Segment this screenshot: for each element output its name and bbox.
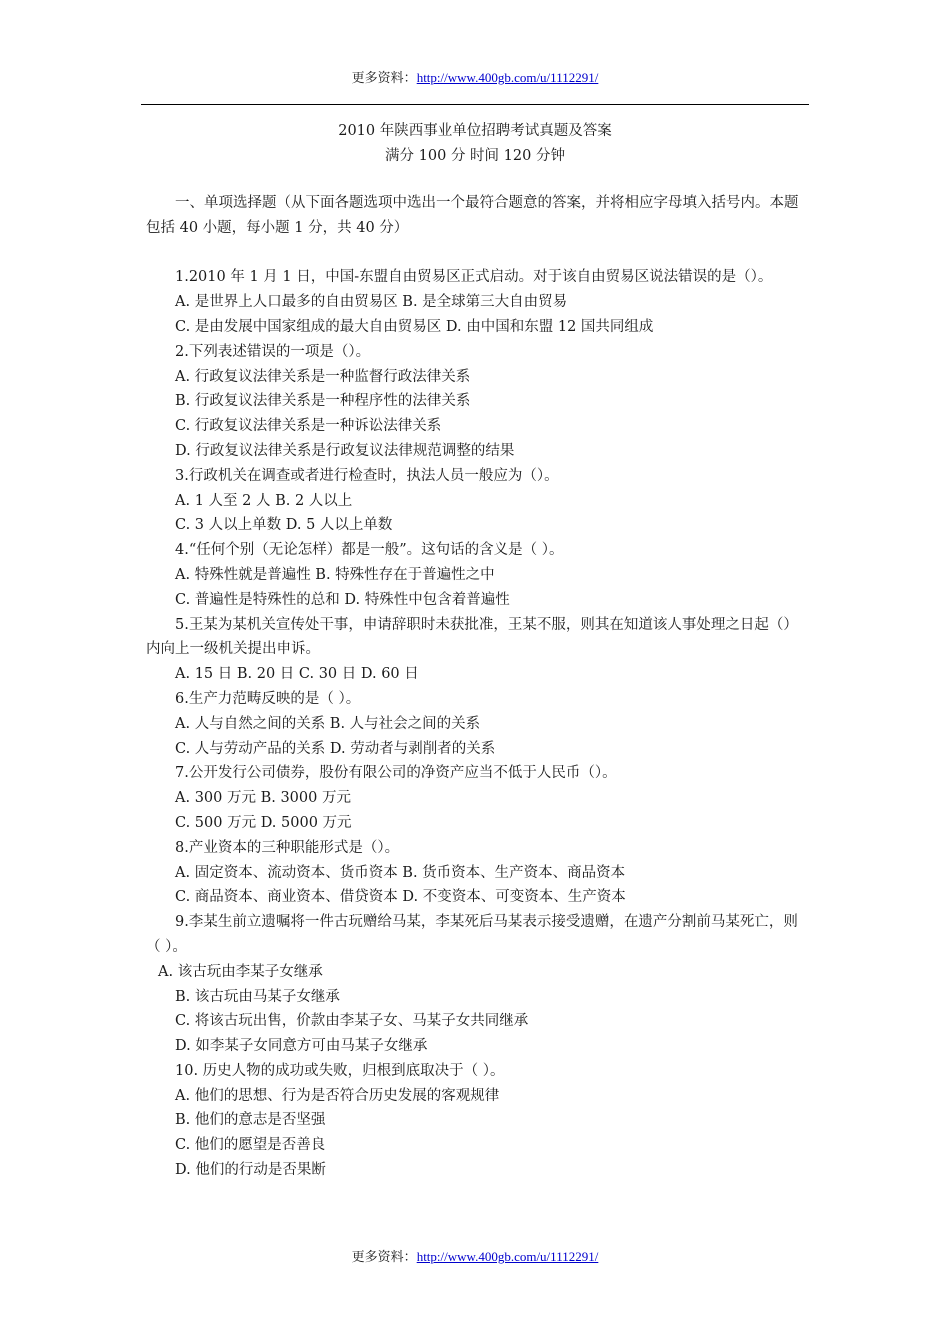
question-1-option: C. 是由发展中国家组成的最大自由贸易区 D. 由中国和东盟 12 国共同组成 [175, 318, 654, 335]
document-body [146, 191, 810, 1183]
question-4-option: C. 普遍性是特殊性的总和 D. 特殊性中包含着普遍性 [175, 591, 510, 608]
question-9-option: C. 将该古玩出售，价款由李某子女、马某子女共同继承 [175, 1013, 529, 1030]
question-10-stem: 10. 历史人物的成功或失败，归根到底取决于（ ）。 [175, 1062, 505, 1079]
question-4-stem: 4.“任何个别（无论怎样）都是一般”。这句话的含义是（ ）。 [175, 542, 564, 559]
section-intro: 一、单项选择题（从下面各题选项中选出一个最符合题意的答案，并将相应字母填入括号内。本题包括 40 小题，每小题 1 分，共 40 分） [146, 195, 799, 236]
question-6-stem: 6.生产力范畴反映的是（ ）。 [175, 690, 361, 707]
question-10-option: A. 他们的思想、行为是否符合历史发展的客观规律 [175, 1087, 500, 1104]
question-10-option: D. 他们的行动是否果断 [175, 1162, 326, 1179]
question-4-option: A. 特殊性就是普遍性 B. 特殊性存在于普遍性之中 [175, 566, 495, 583]
question-9-option: A. 该古玩由李某子女继承 [158, 963, 323, 980]
footer-link[interactable]: http://www.400gb.com/u/1112291/ [416, 1249, 599, 1264]
question-2-option: D. 行政复议法律关系是行政复议法律规范调整的结果 [175, 442, 515, 459]
question-6-option: C. 人与劳动产品的关系 D. 劳动者与剥削者的关系 [175, 740, 496, 757]
question-5-option: A. 15 日 B. 20 日 C. 30 日 D. 60 日 [175, 666, 419, 683]
spacer [146, 241, 810, 266]
question-2-option: A. 行政复议法律关系是一种监督行政法律关系 [175, 368, 471, 385]
question-7-option: A. 300 万元 B. 3000 万元 [175, 790, 351, 807]
question-6-option: A. 人与自然之间的关系 B. 人与社会之间的关系 [175, 715, 481, 732]
question-9-stem: 9.李某生前立遗嘱将一件古玩赠给马某，李某死后马某表示接受遗赠，在遗产分割前马某死亡，则（ ）。 [146, 914, 798, 955]
question-8-option: C. 商品资本、商业资本、借贷资本 D. 不变资本、可变资本、生产资本 [175, 889, 626, 906]
question-8-option: A. 固定资本、流动资本、货币资本 B. 货币资本、生产资本、商品资本 [175, 864, 626, 881]
document-title: 2010 年陕西事业单位招聘考试真题及答案 [338, 123, 612, 139]
question-9-option: D. 如李某子女同意方可由马某子女继承 [175, 1038, 428, 1055]
header-divider [141, 104, 809, 105]
question-2-stem: 2.下列表述错误的一项是（）。 [175, 343, 371, 360]
question-9-option: B. 该古玩由马某子女继承 [175, 988, 340, 1005]
question-3-option: C. 3 人以上单数 D. 5 人以上单数 [175, 517, 393, 534]
page-header [0, 67, 950, 86]
question-7-stem: 7.公开发行公司债券，股份有限公司的净资产应当不低于人民币（）。 [175, 765, 617, 782]
page-footer [0, 1246, 950, 1265]
question-3-stem: 3.行政机关在调查或者进行检查时，执法人员一般应为（）。 [175, 467, 559, 484]
question-1-stem: 1.2010 年 1 月 1 日，中国-东盟自由贸易区正式启动。对于该自由贸易区说法错误的是（）。 [175, 269, 773, 286]
document-subtitle: 满分 100 分 时间 120 分钟 [385, 148, 565, 164]
header-link[interactable]: http://www.400gb.com/u/1112291/ [416, 70, 599, 85]
question-10-option: B. 他们的意志是否坚强 [175, 1112, 326, 1129]
question-1-option: A. 是世界上人口最多的自由贸易区 B. 是全球第三大自由贸易 [175, 294, 568, 311]
question-3-option: A. 1 人至 2 人 B. 2 人以上 [175, 492, 353, 509]
footer-prefix: 更多资料： [351, 1250, 417, 1265]
header-prefix: 更多资料： [351, 71, 417, 86]
question-5-stem: 5.王某为某机关宣传处干事，申请辞职时未获批准，王某不服，则其在知道该人事处理之日起（）内向上一级机关提出申诉。 [146, 616, 798, 658]
question-2-option: B. 行政复议法律关系是一种程序性的法律关系 [175, 393, 471, 410]
question-2-option: C. 行政复议法律关系是一种诉讼法律关系 [175, 418, 442, 435]
question-10-option: C. 他们的愿望是否善良 [175, 1137, 326, 1154]
question-7-option: C. 500 万元 D. 5000 万元 [175, 814, 352, 831]
question-8-stem: 8.产业资本的三种职能形式是（）。 [175, 839, 400, 856]
